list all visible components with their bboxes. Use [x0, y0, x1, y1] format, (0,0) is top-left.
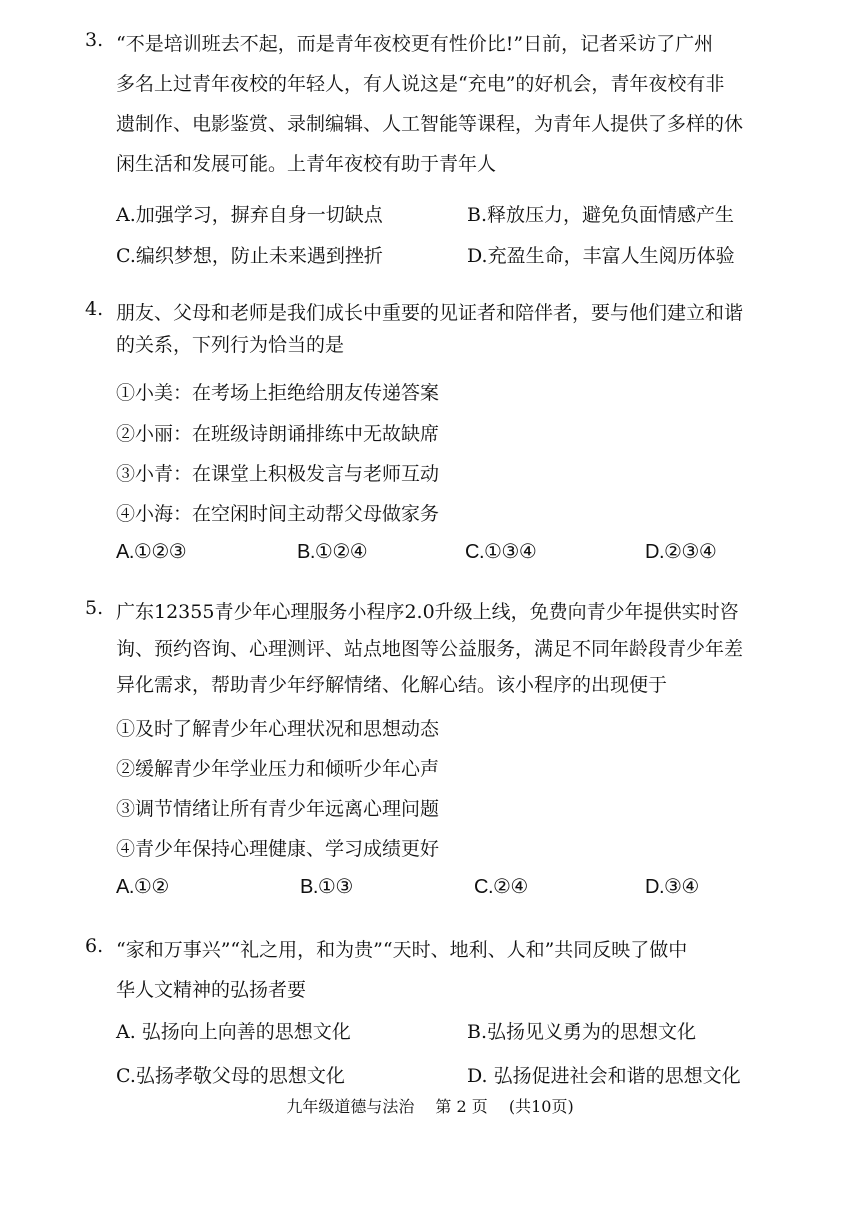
statement-item: ①小美：在考场上拒绝给朋友传递答案: [116, 382, 440, 404]
statement-item: ③调节情绪让所有青少年远离心理问题: [116, 798, 440, 820]
stem-line: 异化需求，帮助青少年纾解情绪、化解心结。该小程序的出现便于: [116, 674, 668, 696]
option-c[interactable]: C.编织梦想，防止未来遇到挫折: [116, 245, 383, 267]
question-number: 5.: [85, 597, 104, 619]
question-number: 3.: [85, 29, 104, 51]
stem-line: 询、预约咨询、心理测评、站点地图等公益服务，满足不同年龄段青少年差: [116, 638, 744, 660]
question-6: [85, 935, 785, 1005]
statement-item: ①及时了解青少年心理状况和思想动态: [116, 718, 440, 740]
option-c[interactable]: C.②④: [474, 876, 528, 898]
option-b[interactable]: B.①③: [300, 876, 353, 898]
option-a[interactable]: A. 弘扬向上向善的思想文化: [116, 1021, 351, 1043]
option-d[interactable]: D.②③④: [645, 541, 717, 563]
stem-line: “家和万事兴”“礼之用，和为贵”“天时、地利、人和”共同反映了做中: [116, 939, 688, 961]
page-footer: 九年级道德与法治 第 2 页 (共10页): [286, 1097, 574, 1116]
option-d[interactable]: D.充盈生命，丰富人生阅历体验: [467, 245, 735, 267]
question-5: [85, 597, 785, 707]
question-4: [85, 298, 785, 358]
option-a[interactable]: A.①②: [116, 876, 169, 898]
stem-line: 多名上过青年夜校的年轻人，有人说这是“充电”的好机会，青年夜校有非: [116, 73, 725, 95]
stem-line: 的关系，下列行为恰当的是: [116, 334, 345, 356]
stem-line: 华人文精神的弘扬者要: [116, 979, 307, 1001]
option-b[interactable]: B.①②④: [297, 541, 368, 563]
statement-item: ④小海：在空闲时间主动帮父母做家务: [116, 503, 440, 525]
stem-line: 闲生活和发展可能。上青年夜校有助于青年人: [116, 153, 497, 175]
question-number: 4.: [85, 298, 104, 320]
option-d[interactable]: D. 弘扬促进社会和谐的思想文化: [467, 1065, 741, 1087]
stem-line: 广东12355青少年心理服务小程序2.0升级上线，免费向青少年提供实时咨: [116, 601, 739, 623]
statement-item: ②缓解青少年学业压力和倾听少年心声: [116, 758, 440, 780]
stem-line: 朋友、父母和老师是我们成长中重要的见证者和陪伴者，要与他们建立和谐: [116, 302, 744, 324]
option-a[interactable]: A.加强学习，摒弃自身一切缺点: [116, 204, 383, 226]
statement-item: ②小丽：在班级诗朗诵排练中无故缺席: [116, 423, 440, 445]
option-c[interactable]: C.①③④: [465, 541, 537, 563]
option-a[interactable]: A.①②③: [116, 541, 187, 563]
statement-item: ④青少年保持心理健康、学习成绩更好: [116, 838, 440, 860]
option-c[interactable]: C.弘扬孝敬父母的思想文化: [116, 1065, 345, 1087]
stem-line: 遗制作、电影鉴赏、录制编辑、人工智能等课程，为青年人提供了多样的休: [116, 113, 744, 135]
option-d[interactable]: D.③④: [645, 876, 699, 898]
stem-line: “不是培训班去不起，而是青年夜校更有性价比!”日前，记者采访了广州: [116, 33, 714, 55]
option-b[interactable]: B.弘扬见义勇为的思想文化: [467, 1021, 697, 1043]
question-number: 6.: [85, 935, 104, 957]
question-3: [85, 29, 785, 189]
statement-item: ③小青：在课堂上积极发言与老师互动: [116, 463, 440, 485]
option-b[interactable]: B.释放压力，避免负面情感产生: [467, 204, 735, 226]
